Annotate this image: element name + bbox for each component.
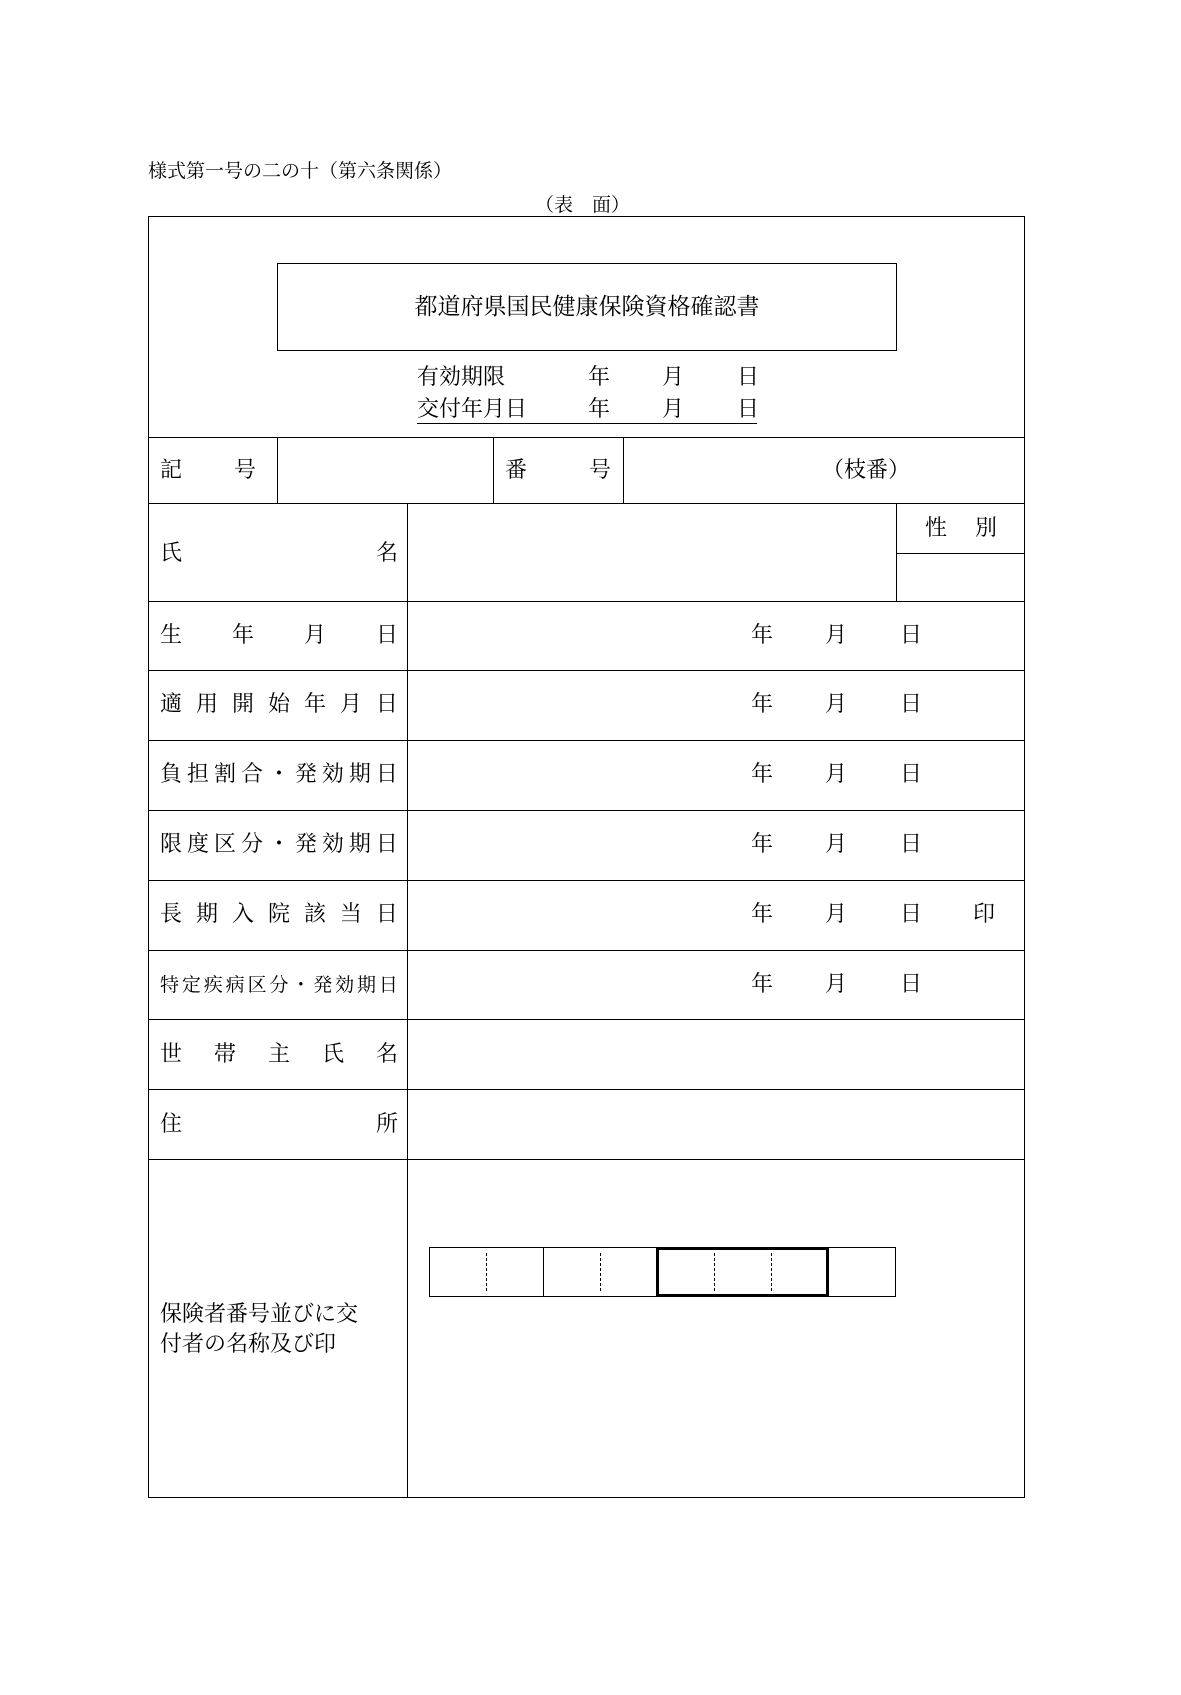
coverage-start-day: 日 <box>900 692 923 717</box>
grid-line <box>148 810 1025 811</box>
specified-disease-month: 月 <box>825 972 848 997</box>
form-title: 都道府県国民健康保険資格確認書 <box>414 294 760 320</box>
address-label: 住 所 <box>160 1112 398 1137</box>
seal-mark: 印 <box>973 902 996 927</box>
grid-line <box>623 437 624 503</box>
box-dashed-divider <box>600 1253 601 1291</box>
grid-line <box>148 601 1025 602</box>
box-divider <box>543 1247 544 1297</box>
grid-line <box>148 503 1025 504</box>
long-hospitalization-year: 年 <box>751 902 774 927</box>
specified-disease-day: 日 <box>900 972 923 997</box>
issue-date-underline <box>417 423 757 424</box>
householder-name-label: 世 帯 主 氏 名 <box>160 1042 398 1067</box>
grid-line <box>148 1019 1025 1020</box>
long-hospitalization-label: 長 期 入 院 該 当 日 <box>160 902 398 927</box>
limit-category-year: 年 <box>751 832 774 857</box>
coverage-start-year: 年 <box>751 692 774 717</box>
specified-disease-year: 年 <box>751 972 774 997</box>
birth-day: 日 <box>900 623 923 648</box>
copay-ratio-day: 日 <box>900 762 923 787</box>
limit-category-month: 月 <box>825 832 848 857</box>
grid-line <box>148 740 1025 741</box>
birth-year: 年 <box>751 623 774 648</box>
validity-month: 月 <box>662 365 685 390</box>
limit-category-day: 日 <box>900 832 923 857</box>
grid-line <box>493 437 494 503</box>
validity-label: 有効期限 <box>417 365 506 390</box>
copay-ratio-month: 月 <box>825 762 848 787</box>
coverage-start-label: 適 用 開 始 年 月 日 <box>160 692 398 717</box>
grid-line <box>407 503 408 1498</box>
name-label: 氏 名 <box>160 541 398 566</box>
birth-date-label: 生 年 月 日 <box>160 623 398 648</box>
grid-line <box>148 950 1025 951</box>
form-number: 様式第一号の二の十（第六条関係） <box>148 160 453 182</box>
coverage-start-month: 月 <box>825 692 848 717</box>
gender-divider <box>896 553 1025 554</box>
long-hospitalization-month: 月 <box>825 902 848 927</box>
symbol-label: 記 号 <box>160 458 256 483</box>
validity-day: 日 <box>737 365 760 390</box>
birth-month: 月 <box>825 623 848 648</box>
grid-line <box>277 437 278 503</box>
specified-disease-label: 特 定 疾 病 区 分 ・ 発 効 期 日 <box>160 974 398 996</box>
insurer-number-highlight-box <box>656 1247 829 1297</box>
number-label: 番 号 <box>505 458 611 483</box>
copay-ratio-year: 年 <box>751 762 774 787</box>
form-side-label: （表 面） <box>535 194 631 216</box>
issue-year: 年 <box>588 397 611 422</box>
grid-line <box>896 503 897 601</box>
grid-line <box>148 880 1025 881</box>
branch-number-label: （枝番） <box>822 458 911 483</box>
grid-line <box>148 437 1025 438</box>
copay-ratio-label: 負 担 割 合 ・ 発 効 期 日 <box>160 762 398 787</box>
grid-line <box>148 1089 1025 1090</box>
gender-label: 性 別 <box>925 516 997 541</box>
box-dashed-divider <box>486 1253 487 1291</box>
validity-year: 年 <box>588 365 611 390</box>
insurer-label: 保険者番号並びに交 付者の名称及び印 <box>160 1302 359 1357</box>
long-hospitalization-day: 日 <box>900 902 923 927</box>
grid-line <box>148 670 1025 671</box>
grid-line <box>148 1159 1025 1160</box>
issue-month: 月 <box>662 397 685 422</box>
issue-date-label: 交付年月日 <box>417 397 528 422</box>
issue-day: 日 <box>737 397 760 422</box>
limit-category-label: 限 度 区 分 ・ 発 効 期 日 <box>160 832 398 857</box>
